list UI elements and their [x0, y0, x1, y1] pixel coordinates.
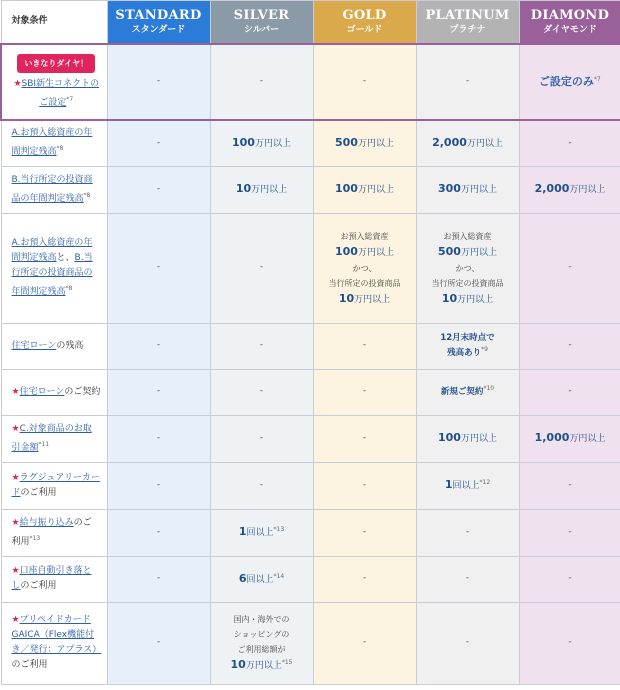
value-line: 残高あり [447, 348, 482, 359]
gold-cell [313, 120, 416, 166]
diamond-cell [519, 213, 620, 323]
total-assets-link[interactable]: A.お預入総資産の年間判定残高 [11, 128, 93, 158]
footnote-mark: *13 [29, 534, 41, 542]
note-line: ショッピングの [233, 630, 290, 640]
unit: 回以上 [246, 574, 274, 585]
unit: 万円以上 [460, 434, 497, 445]
note-line: お預入総資産 [340, 232, 389, 241]
dash: - [156, 262, 161, 273]
gold-cell [313, 166, 416, 213]
table-row [1, 120, 620, 166]
dash: - [568, 637, 572, 648]
value: 100 [335, 245, 358, 258]
dash: - [259, 432, 264, 443]
dash: - [362, 76, 367, 87]
silver-header [210, 1, 313, 45]
note-line: ご利用総額が [237, 645, 286, 655]
footnote-mark: *8 [65, 285, 73, 292]
gold-cell [313, 323, 416, 369]
standard-cell [107, 369, 210, 415]
unit: 万円以上 [466, 139, 503, 149]
gold-cell [313, 556, 416, 602]
dash: - [568, 386, 572, 397]
gaica-card-link[interactable]: プリペイドカードGAICA（Flex機能付き／発行：アプラス） [11, 615, 102, 655]
value-line: 12月末時点で [440, 333, 495, 344]
silver-cell [210, 509, 313, 556]
dash: - [156, 432, 161, 443]
dash: - [568, 340, 572, 351]
value: 10 [235, 182, 252, 196]
condition-cell [1, 44, 107, 120]
platinum-en: PLATINUM [425, 8, 510, 23]
unit: 万円以上 [460, 185, 497, 196]
gold-cell [313, 213, 416, 323]
value: 10 [441, 291, 458, 305]
gold-cell [313, 44, 416, 120]
value: 500 [335, 136, 358, 149]
dash: - [156, 76, 161, 87]
sbi-connect-link[interactable]: SBI新生コネクトのご設定 [21, 78, 100, 108]
footnote-mark: *8 [56, 145, 64, 153]
platinum-header [416, 1, 519, 45]
table-row [1, 462, 620, 509]
dash: - [259, 340, 264, 351]
silver-cell [210, 369, 313, 415]
silver-cell [210, 166, 313, 213]
dash: - [362, 340, 367, 351]
footnote-mark: *9 [481, 346, 488, 354]
condition-header: 対象条件 [1, 1, 107, 45]
dash: - [362, 386, 367, 397]
dash: - [362, 573, 367, 584]
condition-text: の残高 [56, 340, 84, 351]
diamond-cell [519, 120, 620, 166]
platinum-cell [416, 415, 519, 462]
note-line: 当行所定の投資商品 [431, 278, 504, 288]
dash: - [465, 76, 470, 87]
note-line: かつ、 [352, 263, 377, 273]
star-icon: ★ [11, 566, 20, 576]
gold-cell [313, 369, 416, 415]
table-row [1, 602, 620, 684]
gold-cell [313, 509, 416, 556]
housing-loan-link[interactable]: 住宅ローン [19, 386, 65, 397]
note-line: 国内・海外での [233, 615, 290, 625]
star-icon: ★ [11, 472, 20, 483]
unit: 万円以上 [357, 185, 394, 196]
value: 100 [438, 431, 461, 445]
footnote-mark: *11 [38, 440, 50, 448]
auto-debit-link[interactable]: 口座自動引き落とし [11, 566, 92, 591]
condition-cell [1, 415, 107, 462]
dash: - [362, 637, 367, 648]
silver-cell [210, 44, 313, 120]
unit: 万円以上 [457, 294, 494, 305]
silver-cell [210, 415, 313, 462]
platinum-cell [416, 120, 519, 166]
table-row [1, 44, 620, 120]
silver-cell [210, 462, 313, 509]
standard-cell [107, 120, 210, 166]
dash: - [362, 432, 367, 443]
star-icon: ★ [11, 615, 20, 625]
diamond-cell [519, 44, 620, 120]
dash: - [465, 526, 470, 537]
star-icon: ★ [11, 517, 20, 528]
platinum-cell [416, 213, 519, 323]
diamond-cell [519, 166, 620, 213]
condition-cell [1, 602, 107, 684]
silver-cell [210, 602, 313, 684]
platinum-cell [416, 323, 519, 369]
housing-loan-link[interactable]: 住宅ローン [11, 340, 57, 351]
footnote-mark: *8 [83, 191, 91, 199]
value: 100 [232, 136, 255, 149]
unit: 万円以上 [357, 139, 394, 149]
investment-balance-link[interactable]: B.当行所定の投資商品の年間判定残高 [11, 253, 93, 297]
diamond-header [519, 1, 620, 45]
gold-cell [313, 462, 416, 509]
value: 2,000 [432, 136, 467, 149]
dash: - [568, 137, 572, 148]
dash: - [156, 526, 161, 537]
table-row [1, 369, 620, 415]
condition-text: のご利用 [20, 581, 57, 591]
diamond-cell [519, 369, 620, 415]
luxury-card-link[interactable]: ラグジュアリーカード [11, 472, 100, 498]
unit: 万円以上 [569, 434, 606, 445]
condition-cell [1, 323, 107, 369]
condition-text: のご契約 [64, 386, 101, 397]
standard-cell [107, 509, 210, 556]
table-row [1, 556, 620, 602]
footnote-mark: *7 [593, 75, 601, 83]
note-line: かつ、 [455, 263, 480, 273]
platinum-cell [416, 462, 519, 509]
standard-cell [107, 213, 210, 323]
dash: - [568, 526, 572, 537]
star-icon: ★ [11, 423, 20, 434]
standard-en: STANDARD [115, 8, 202, 23]
platinum-cell [416, 44, 519, 120]
footnote-mark: *10 [483, 385, 495, 393]
value: 1 [444, 478, 453, 492]
star-icon: ★ [11, 386, 20, 397]
value: 500 [438, 245, 461, 258]
condition-cell [1, 166, 107, 213]
platinum-cell [416, 556, 519, 602]
table-row [1, 415, 620, 462]
diamond-cell [519, 509, 620, 556]
header-row [1, 1, 620, 45]
ikinari-diamond-badge: いきなりダイヤ！ [17, 54, 95, 73]
standard-cell [107, 415, 210, 462]
unit: 回以上 [246, 528, 274, 539]
footnote-mark: *12 [479, 479, 491, 487]
footnote-mark: *7 [66, 95, 74, 103]
dash: - [362, 526, 367, 537]
note-line: 当行所定の投資商品 [328, 278, 401, 288]
condition-cell [1, 213, 107, 323]
silver-cell [210, 120, 313, 166]
unit: 万円以上 [569, 185, 606, 196]
standard-cell [107, 323, 210, 369]
condition-text: のご利用 [11, 660, 48, 670]
diamond-cell [519, 602, 620, 684]
dash: - [156, 573, 161, 584]
silver-cell [210, 556, 313, 602]
standard-cell [107, 44, 210, 120]
footnote-mark: *15 [281, 659, 293, 667]
platinum-jp: プラチナ [449, 25, 486, 35]
value: 2,000 [534, 182, 570, 196]
silver-en: SILVER [233, 8, 290, 23]
investment-balance-link[interactable]: B.当行所定の投資商品の年間判定残高 [11, 174, 93, 204]
condition-cell [1, 556, 107, 602]
dash: - [259, 262, 264, 273]
dash: - [465, 637, 470, 648]
unit: 万円以上 [245, 661, 282, 672]
diamond-cell [519, 556, 620, 602]
platinum-cell [416, 369, 519, 415]
dash: - [156, 479, 161, 490]
unit: 回以上 [452, 481, 480, 492]
transaction-amount-link[interactable]: C.対象商品のお取引金額 [11, 423, 92, 453]
standard-cell [107, 166, 210, 213]
gold-en: GOLD [342, 8, 387, 23]
dash: - [156, 137, 161, 148]
gold-header [313, 1, 416, 45]
value: 100 [335, 182, 358, 196]
table-row [1, 323, 620, 369]
dash: - [465, 573, 470, 584]
diamond-cell [519, 323, 620, 369]
condition-cell [1, 462, 107, 509]
footnote-mark: *14 [273, 572, 285, 580]
dash: - [156, 183, 161, 194]
condition-text: のご利用 [20, 487, 57, 498]
unit: 万円以上 [460, 248, 497, 258]
standard-cell [107, 462, 210, 509]
star-icon: ★ [13, 78, 22, 89]
total-assets-link[interactable]: A.お預入総資産の年間判定残高 [11, 238, 93, 263]
silver-jp: シルバー [243, 25, 280, 35]
gold-cell [313, 602, 416, 684]
unit: 万円以上 [354, 294, 391, 305]
unit: 万円以上 [251, 185, 288, 196]
table-row [1, 213, 620, 323]
dash: - [259, 386, 264, 397]
standard-header [107, 1, 210, 45]
condition-cell [1, 120, 107, 166]
table-row [1, 509, 620, 556]
diamond-en: DIAMOND [530, 8, 610, 23]
connector-text: と、 [56, 253, 75, 263]
dash: - [568, 479, 572, 490]
diamond-cell [519, 415, 620, 462]
note-line: お預入総資産 [443, 232, 492, 241]
condition-text: のご利用 [11, 517, 92, 547]
value: 1 [238, 525, 247, 539]
value: 300 [438, 182, 461, 196]
unit: 万円以上 [254, 139, 291, 149]
dash: - [362, 479, 367, 490]
table-row [1, 166, 620, 213]
standard-cell [107, 602, 210, 684]
dash: - [568, 573, 572, 584]
diamond-value: ご設定のみ [538, 74, 594, 88]
diamond-jp: ダイヤモンド [543, 25, 597, 35]
condition-cell [1, 509, 107, 556]
standard-jp: スタンダード [131, 25, 186, 35]
platinum-cell [416, 509, 519, 556]
dash: - [156, 340, 161, 351]
dash: - [568, 262, 572, 273]
dash: - [259, 479, 264, 490]
value: 1,000 [534, 431, 570, 445]
standard-cell [107, 556, 210, 602]
footnote-mark: *13 [273, 526, 285, 534]
silver-cell [210, 213, 313, 323]
value: 6 [238, 571, 247, 585]
value: 10 [338, 291, 355, 305]
dash: - [156, 637, 161, 648]
dash: - [259, 76, 264, 87]
dash: - [156, 386, 161, 397]
value: 新規ご契約 [440, 387, 484, 398]
silver-cell [210, 323, 313, 369]
platinum-cell [416, 602, 519, 684]
condition-cell [1, 369, 107, 415]
value: 10 [230, 658, 246, 672]
diamond-cell [519, 462, 620, 509]
gold-cell [313, 415, 416, 462]
gold-jp: ゴールド [346, 25, 383, 35]
unit: 万円以上 [357, 248, 394, 258]
platinum-cell [416, 166, 519, 213]
salary-transfer-link[interactable]: 給与振り込み [19, 517, 74, 528]
